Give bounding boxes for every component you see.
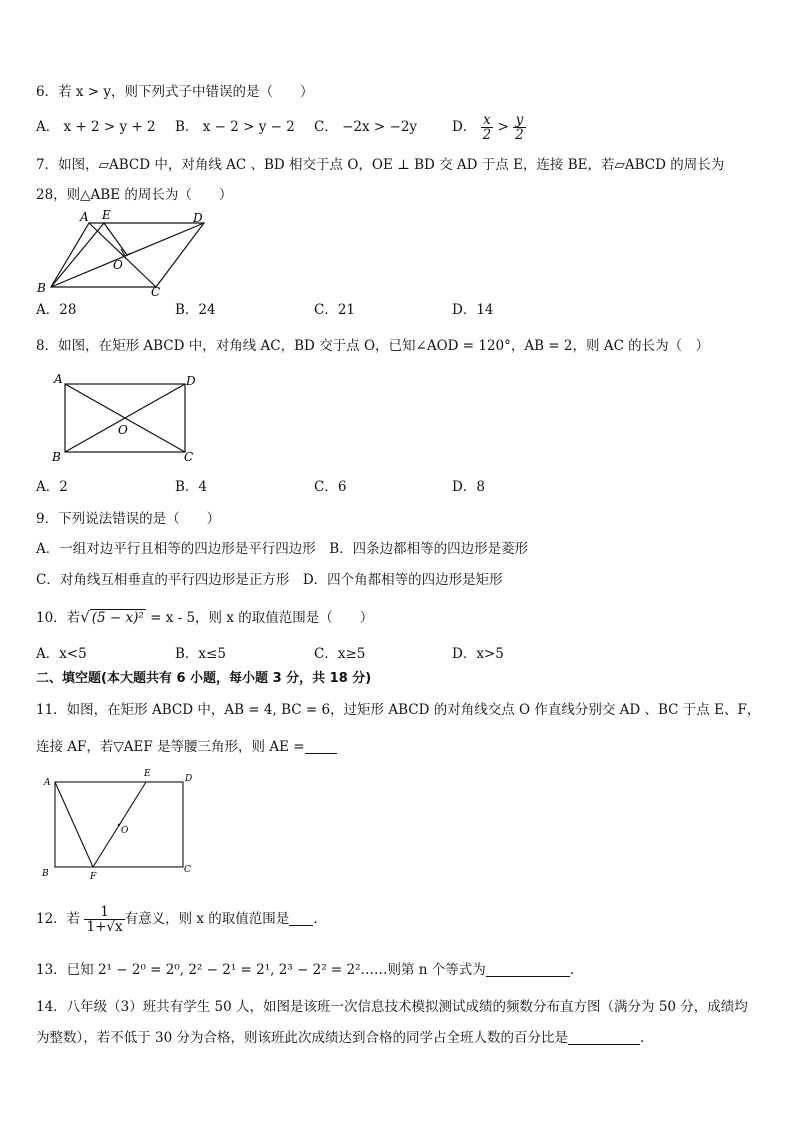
- q14-line1: 14．八年级（3）班共有学生 50 人，如图是该班一次信息技术模拟测试成绩的频数分布直方图（满分为 50 分，成绩均: [36, 999, 748, 1015]
- q12-suffix: 有意义，则 x 的取值范围是: [124, 911, 290, 927]
- q6-option-c: C． −2x > −2y: [314, 119, 418, 135]
- q7-option-c: C．21: [314, 302, 356, 318]
- label-c: C: [184, 450, 194, 464]
- answer-blank[interactable]: [486, 962, 570, 977]
- q9-options-ab: A．一组对边平行且相等的四边形是平行四边形 B．四条边都相等的四边形是菱形: [36, 541, 529, 557]
- q6-option-a: A． x + 2 > y + 2: [36, 119, 156, 135]
- q7-option-b: B．24: [175, 302, 216, 318]
- segment-af: [55, 782, 93, 867]
- label-d: D: [193, 211, 203, 225]
- q8-option-d: D．8: [452, 479, 485, 495]
- label-c: C: [151, 285, 161, 298]
- q7-line2: 28，则△ABE 的周长为（ ）: [36, 187, 233, 203]
- segment-be: [51, 223, 104, 287]
- q8-stem: 8．如图，在矩形 ABCD 中，对角线 AC，BD 交于点 O，已知∠AOD = 120°，AB = 2，则 AC 的长为（ ）: [36, 338, 710, 354]
- q10-stem: [36, 607, 373, 628]
- q7-option-d: D．14: [452, 302, 494, 318]
- label-a: A: [80, 210, 89, 224]
- q7-option-a: A．28: [36, 302, 77, 318]
- label-a: A: [54, 372, 63, 386]
- frac-num: y: [513, 113, 526, 128]
- label-a: A: [44, 778, 51, 788]
- label-e: E: [144, 769, 151, 779]
- q6-option-b: B． x − 2 > y − 2: [175, 119, 295, 135]
- sqrt-icon: √: [80, 608, 90, 626]
- q11-line1: 11．如图，在矩形 ABCD 中，AB = 4, BC = 6，过矩形 ABCD 的对角线交点 O 作直线分别交 AD 、BC 于点 E、F，: [36, 702, 761, 718]
- label-d: D: [186, 374, 196, 388]
- q12-stem: [36, 900, 318, 938]
- label-o: O: [113, 258, 123, 272]
- q9-stem: 9．下列说法错误的是（ ）: [36, 511, 221, 527]
- label-f: F: [90, 872, 97, 882]
- diagonal-ac: [89, 223, 156, 287]
- label-e: E: [102, 208, 111, 222]
- q7-figure: [34, 208, 214, 298]
- answer-blank[interactable]: [305, 739, 337, 754]
- q7-line1: 7．如图，▱ABCD 中，对角线 AC 、BD 相交于点 O，OE ⊥ BD 交 AD 于点 E，连接 BE，若▱ABCD 的周长为: [36, 157, 725, 173]
- q10-prefix: 10．若: [36, 610, 81, 626]
- segment-oe: [104, 223, 127, 255]
- q6-d-frac2: [513, 113, 526, 142]
- q10-option-d: D．x>5: [452, 646, 504, 662]
- q8-figure: [46, 370, 206, 465]
- label-b: B: [42, 869, 49, 879]
- q6-d-op: >: [497, 119, 509, 135]
- q8-option-b: B．4: [175, 479, 208, 495]
- answer-blank[interactable]: [568, 1030, 640, 1045]
- frac-den: 2: [515, 127, 524, 143]
- q12-end: .: [313, 911, 318, 927]
- q10-suffix: = x - 5，则 x 的取值范围是（ ）: [150, 610, 374, 626]
- q6-option-d-label: D．: [452, 119, 477, 135]
- frac-den: 2: [482, 127, 492, 143]
- q12-frac: [84, 905, 124, 934]
- label-o: O: [121, 826, 129, 836]
- frac-num: x: [481, 113, 494, 128]
- q8-option-c: C．6: [314, 479, 347, 495]
- label-c: C: [184, 865, 191, 875]
- q13-stem: [36, 960, 574, 980]
- label-d: D: [185, 774, 193, 784]
- q8-option-a: A．2: [36, 479, 68, 495]
- q11-line2-text: 连接 AF，若▽AEF 是等腰三角形，则 AE =: [36, 739, 305, 755]
- q13-end: .: [569, 962, 575, 978]
- answer-blank[interactable]: [289, 911, 313, 926]
- q6-option-d: [452, 108, 526, 146]
- frac-den: 1+√x: [86, 919, 123, 935]
- q6-stem: 6．若 x > y，则下列式子中错误的是（ ）: [36, 84, 314, 100]
- q10-radicand: (5 − x)²: [91, 610, 144, 626]
- label-b: B: [52, 450, 61, 464]
- q9-options-cd: C．对角线互相垂直的平行四边形是正方形 D．四个角都相等的四边形是矩形: [36, 572, 503, 588]
- q11-line2: [36, 737, 337, 757]
- q14-line2-text: 为整数），若不低于 30 分为合格，则该班此次成绩达到合格的同学占全班人数的百分比是: [36, 1030, 569, 1046]
- q10-option-a: A．x<5: [36, 646, 87, 662]
- q14-end: .: [640, 1030, 645, 1046]
- label-b: B: [37, 281, 46, 295]
- q11-figure: [38, 766, 198, 882]
- frac-num: 1: [84, 905, 124, 920]
- q10-option-c: C．x≥5: [314, 646, 366, 662]
- q12-prefix: 12．若: [36, 911, 81, 927]
- point-o: [118, 824, 120, 826]
- q13-text: 13．已知 2¹ − 2⁰ = 2⁰, 2² − 2¹ = 2¹, 2³ − 2² = 2²……则第 n 个等式为: [36, 962, 486, 978]
- label-o: O: [118, 423, 128, 437]
- q14-line2: [36, 1028, 644, 1048]
- q6-d-frac1: [481, 113, 494, 142]
- section-2-heading: 二、填空题(本大题共有 6 小题，每小题 3 分，共 18 分): [36, 671, 372, 686]
- q10-option-b: B．x≤5: [175, 646, 226, 662]
